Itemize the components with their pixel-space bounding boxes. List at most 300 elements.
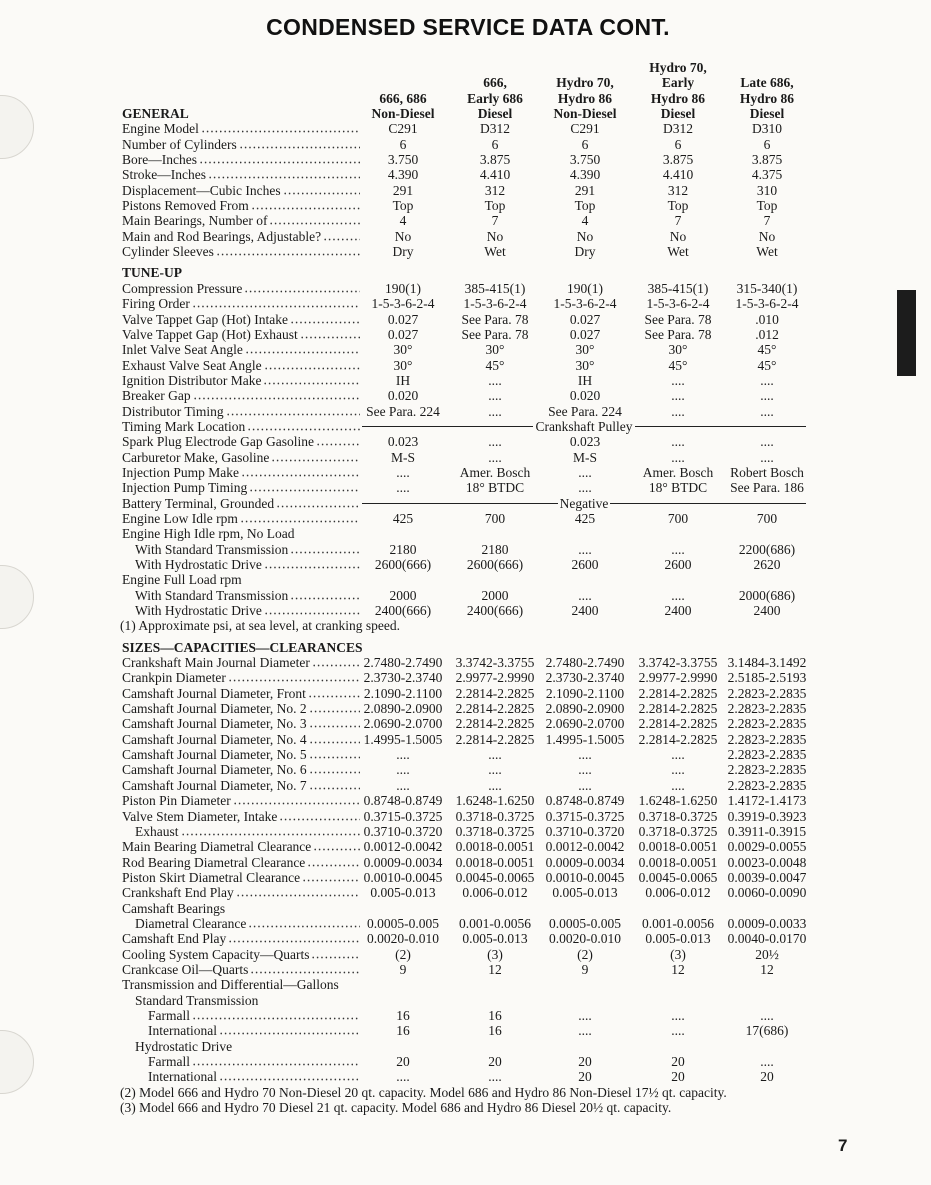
row-label-text: Camshaft Journal Diameter, No. 6 — [122, 762, 307, 778]
value-cell: 425 — [574, 510, 596, 526]
row-label — [122, 901, 360, 916]
dot-leader — [241, 467, 360, 477]
value-cell: 2400(666) — [374, 603, 432, 619]
row-label-text: With Hydrostatic Drive — [135, 603, 262, 619]
row-label — [122, 450, 360, 465]
table-row — [0, 542, 931, 557]
value-cell: 2.2814-2.2825 — [455, 685, 535, 701]
value-cell: 16 — [488, 1023, 502, 1039]
value-cell: No — [394, 228, 412, 244]
row-label — [122, 686, 360, 701]
row-label-text: Crankcase Oil—Quarts — [122, 961, 249, 977]
value-cell: 2.2814-2.2825 — [638, 701, 718, 717]
row-label-text: Standard Transmission — [135, 992, 259, 1008]
row-label — [122, 244, 360, 259]
row-label — [122, 747, 360, 762]
value-cell: Top — [484, 198, 506, 214]
dot-leader — [251, 200, 360, 210]
dot-leader — [249, 482, 360, 492]
column-header-line: Hydro 70, — [649, 60, 707, 75]
column-header-line: Non-Diesel — [553, 106, 617, 122]
table-row — [0, 419, 931, 434]
row-label-text: Piston Pin Diameter — [122, 793, 231, 809]
value-cell: Top — [667, 198, 689, 214]
value-cell: 291 — [392, 182, 414, 198]
value-cell: 18° BTDC — [648, 480, 708, 496]
column-header-line: Diesel — [660, 106, 696, 122]
row-label — [122, 870, 360, 885]
value-cell: .... — [671, 403, 685, 419]
table-row — [0, 388, 931, 403]
value-cell: 2.0690-2.0700 — [363, 716, 443, 732]
row-label-text: Firing Order — [122, 296, 190, 312]
column-header-line: 666, — [483, 75, 507, 91]
value-cell: Robert Bosch — [730, 464, 804, 480]
row-label-text: Cooling System Capacity—Quarts — [122, 946, 310, 962]
value-cell: 2.1090-2.1100 — [363, 685, 443, 701]
value-cell: .... — [578, 747, 592, 763]
value-cell: 45° — [757, 342, 777, 358]
value-cell: 3.750 — [387, 152, 419, 168]
value-cell: 45° — [757, 357, 777, 373]
footnote-row — [0, 1100, 931, 1115]
value-cell: .... — [396, 1069, 410, 1085]
row-label-text: Engine Low Idle rpm — [122, 510, 238, 526]
row-label — [122, 977, 360, 992]
row-label — [122, 993, 360, 1008]
table-row — [0, 229, 931, 244]
value-cell: 2600(666) — [466, 557, 524, 572]
value-cell: 0.0045-0.0065 — [455, 869, 535, 885]
dot-leader — [201, 123, 360, 133]
value-cell: 45° — [485, 357, 505, 373]
value-cell: 0.0018-0.0051 — [638, 839, 718, 855]
row-label-text: Camshaft Journal Diameter, No. 5 — [122, 747, 307, 763]
row-label-text: Pistons Removed From — [122, 198, 249, 214]
section-header-row — [0, 265, 931, 280]
row-label-text: Distributor Timing — [122, 403, 224, 419]
row-label-text: Rod Bearing Diametral Clearance — [122, 854, 306, 870]
value-cell: 20 — [578, 1054, 592, 1069]
row-label — [122, 1039, 360, 1054]
value-cell: .... — [488, 434, 502, 450]
table-row — [0, 152, 931, 167]
column-header-line: Diesel — [749, 106, 785, 122]
dot-leader — [245, 344, 360, 354]
row-label-text: Displacement—Cubic Inches — [122, 182, 281, 198]
table-row — [0, 1008, 931, 1023]
value-cell: 12 — [760, 961, 774, 977]
value-cell: 16 — [396, 1007, 410, 1023]
row-label-text: Compression Pressure — [122, 280, 243, 296]
value-cell: 2400 — [753, 603, 781, 619]
row-label — [122, 404, 360, 419]
value-cell: 2.2814-2.2825 — [638, 685, 718, 701]
value-cell: .... — [671, 587, 685, 603]
value-cell: .... — [671, 1023, 685, 1039]
dot-leader — [216, 246, 360, 256]
dot-leader — [199, 154, 360, 164]
value-cell: Wet — [756, 244, 778, 260]
value-cell: 0.0009-0.0033 — [727, 915, 807, 931]
value-cell: 4.410 — [479, 167, 511, 183]
value-cell: 425 — [392, 510, 414, 526]
row-label-text: Main Bearing Diametral Clearance — [122, 839, 312, 855]
value-cell: 20 — [671, 1054, 685, 1069]
spanning-value-text: Crankshaft Pulley — [535, 418, 633, 434]
value-cell: 3.750 — [569, 152, 601, 168]
row-label-text: Diametral Clearance — [135, 915, 247, 931]
value-cell: .... — [578, 1023, 592, 1039]
row-label — [122, 947, 360, 962]
table-row — [0, 296, 931, 311]
value-cell: 0.0020-0.010 — [367, 931, 439, 947]
row-label — [122, 183, 360, 198]
value-cell: .... — [671, 372, 685, 388]
value-cell: 3.875 — [662, 152, 694, 168]
value-cell: 0.3710-0.3720 — [363, 823, 443, 839]
row-label — [122, 327, 360, 342]
value-cell: D310 — [752, 121, 782, 137]
rule-line — [635, 426, 806, 427]
footnote: (1) Approximate psi, at sea level, at cranking speed. — [120, 618, 401, 634]
dot-leader — [276, 498, 360, 508]
table-row — [0, 465, 931, 480]
value-cell: 30° — [575, 342, 595, 358]
value-cell: 700 — [484, 510, 506, 526]
value-cell: 0.0010-0.0045 — [545, 869, 625, 885]
table-row — [0, 434, 931, 449]
value-cell: .... — [396, 747, 410, 763]
value-cell: 0.3715-0.3725 — [363, 808, 443, 824]
table-row — [0, 1069, 931, 1084]
value-cell: 3.875 — [751, 152, 783, 168]
section-heading: GENERAL — [122, 106, 189, 122]
row-label-text: Crankshaft Main Journal Diameter — [122, 655, 310, 671]
value-cell: 2400 — [571, 603, 599, 619]
row-label — [122, 434, 360, 449]
value-cell: M-S — [572, 449, 597, 465]
value-cell: 2.0690-2.0700 — [545, 716, 625, 732]
row-label — [122, 701, 360, 716]
row-label-text: Main and Rod Bearings, Adjustable? — [122, 228, 322, 244]
value-cell: See Para. 186 — [730, 480, 804, 496]
table-row — [0, 557, 931, 572]
row-label-text: Camshaft Journal Diameter, No. 7 — [122, 777, 307, 793]
row-label — [122, 480, 360, 495]
section-heading: SIZES—CAPACITIES—CLEARANCES — [122, 639, 363, 655]
value-cell: 16 — [488, 1007, 502, 1023]
value-cell: 1-5-3-6-2-4 — [553, 296, 617, 312]
value-cell: 17(686) — [745, 1023, 789, 1039]
row-label — [122, 388, 360, 403]
row-label — [122, 885, 360, 900]
dot-leader — [236, 887, 360, 897]
value-cell: 7 — [674, 213, 682, 229]
value-cell: 4 — [399, 213, 407, 229]
row-label-text: Valve Tappet Gap (Hot) Intake — [122, 311, 288, 327]
table-row — [0, 213, 931, 228]
value-cell: Dry — [574, 244, 596, 260]
value-cell: 291 — [574, 182, 596, 198]
dot-leader — [192, 1056, 360, 1066]
value-cell: 1.6248-1.6250 — [638, 793, 718, 809]
table-row — [0, 655, 931, 670]
value-cell: .... — [578, 762, 592, 778]
value-cell: .... — [760, 1007, 774, 1023]
row-label — [122, 137, 360, 152]
value-cell: 1-5-3-6-2-4 — [735, 296, 799, 312]
value-cell: 0.0039-0.0047 — [727, 869, 807, 885]
value-cell: .... — [671, 388, 685, 404]
value-cell: .... — [488, 747, 502, 763]
value-cell: (2) — [395, 946, 411, 962]
dot-leader — [233, 795, 360, 805]
row-label-text: Bore—Inches — [122, 152, 197, 168]
table-row — [0, 947, 931, 962]
value-cell: 2180 — [481, 541, 509, 557]
value-cell: .... — [671, 541, 685, 557]
value-cell: 0.005-0.013 — [645, 931, 711, 947]
row-label — [122, 152, 360, 167]
row-label — [122, 167, 360, 182]
row-label-text: Exhaust Valve Seat Angle — [122, 357, 262, 373]
value-cell: 0.3718-0.3725 — [455, 823, 535, 839]
value-cell: 7 — [763, 213, 771, 229]
value-cell: 0.027 — [569, 326, 601, 342]
table-row — [0, 137, 931, 152]
value-cell: 0.0023-0.0048 — [727, 854, 807, 870]
value-cell: 0.001-0.0056 — [459, 915, 531, 931]
value-cell: Wet — [484, 244, 506, 260]
value-cell: 2180 — [389, 541, 417, 557]
value-cell: (2) — [577, 946, 593, 962]
value-cell: 0.0012-0.0042 — [545, 839, 625, 855]
value-cell: 2.2823-2.2835 — [727, 685, 807, 701]
row-label — [122, 962, 360, 977]
value-cell: 30° — [485, 342, 505, 358]
value-cell: .... — [488, 777, 502, 793]
value-cell: 2000 — [389, 587, 417, 603]
value-cell: .... — [760, 388, 774, 404]
value-cell: 0.0060-0.0090 — [727, 885, 807, 901]
value-cell: 1.4995-1.5005 — [545, 731, 625, 747]
table-row — [0, 732, 931, 747]
table-row — [0, 885, 931, 900]
row-label-text: Engine High Idle rpm, No Load — [122, 526, 295, 542]
row-label — [122, 213, 360, 228]
value-cell: 2620 — [753, 557, 781, 572]
value-cell: 12 — [671, 961, 685, 977]
row-label-text: Inlet Valve Seat Angle — [122, 342, 243, 358]
value-cell: 2.2814-2.2825 — [455, 701, 535, 717]
value-cell: (3) — [487, 946, 503, 962]
dot-leader — [250, 964, 360, 974]
table-row — [0, 931, 931, 946]
value-cell: 6 — [399, 136, 407, 152]
row-label-text: Valve Tappet Gap (Hot) Exhaust — [122, 326, 298, 342]
column-header-line: Hydro 86 — [650, 90, 706, 106]
table-row — [0, 373, 931, 388]
value-cell: .010 — [755, 311, 779, 327]
value-cell: 1-5-3-6-2-4 — [646, 296, 710, 312]
table-row — [0, 993, 931, 1008]
value-cell: M-S — [390, 449, 415, 465]
value-cell: .... — [578, 464, 592, 480]
value-cell: .... — [396, 762, 410, 778]
table-row — [0, 572, 931, 587]
dot-leader — [228, 672, 360, 682]
footnote-row — [0, 618, 931, 633]
dot-leader — [193, 390, 360, 400]
table-row — [0, 342, 931, 357]
row-label — [122, 572, 360, 587]
value-cell: .012 — [755, 326, 779, 342]
row-label — [122, 296, 360, 311]
row-label-text: Stroke—Inches — [122, 167, 206, 183]
page-number: 7 — [838, 1136, 848, 1155]
column-header-line: Non-Diesel — [371, 106, 435, 122]
value-cell: 1.4995-1.5005 — [363, 731, 443, 747]
row-label — [122, 465, 360, 480]
dot-leader — [219, 1071, 360, 1081]
row-label-text: Engine Full Load rpm — [122, 572, 242, 588]
value-cell: .... — [760, 403, 774, 419]
value-cell: See Para. 224 — [548, 403, 622, 419]
value-cell: Amer. Bosch — [459, 464, 531, 480]
value-cell: 2.2823-2.2835 — [727, 777, 807, 793]
dot-leader — [181, 826, 361, 836]
value-cell: 30° — [575, 357, 595, 373]
value-cell: 20 — [488, 1054, 502, 1069]
row-label-text: Camshaft Journal Diameter, No. 4 — [122, 731, 307, 747]
value-cell: 0.020 — [387, 388, 419, 404]
row-label-text: Piston Skirt Diametral Clearance — [122, 869, 301, 885]
column-header-line: Early 686 — [467, 90, 523, 106]
row-label-text: Camshaft Bearings — [122, 900, 226, 916]
value-cell: 2600 — [571, 557, 599, 572]
value-cell: 2.3730-2.3740 — [363, 670, 443, 686]
row-label-text: Crankshaft End Play — [122, 885, 234, 901]
value-cell: IH — [577, 372, 593, 388]
value-cell: 30° — [668, 342, 688, 358]
value-cell: 0.3718-0.3725 — [638, 823, 718, 839]
value-cell: .... — [488, 1069, 502, 1085]
service-data-table — [0, 60, 931, 1115]
spanning-value-text: Negative — [559, 495, 609, 511]
table-row — [0, 404, 931, 419]
dot-leader — [192, 1010, 360, 1020]
table-row — [0, 327, 931, 342]
value-cell: 0.006-0.012 — [645, 885, 711, 901]
value-cell: 2000(686) — [738, 587, 796, 603]
value-cell: 0.0018-0.0051 — [455, 854, 535, 870]
value-cell: 9 — [399, 961, 407, 977]
row-label-text: Farmall — [148, 1007, 190, 1023]
value-cell: 7 — [491, 213, 499, 229]
table-row — [0, 526, 931, 541]
value-cell: 2.2814-2.2825 — [455, 731, 535, 747]
row-label — [122, 342, 360, 357]
value-cell: 0.0018-0.0051 — [455, 839, 535, 855]
table-row — [0, 824, 931, 839]
dot-leader — [219, 1025, 360, 1035]
value-cell: .... — [671, 747, 685, 763]
value-cell: 16 — [396, 1023, 410, 1039]
row-label-text: With Standard Transmission — [135, 587, 289, 603]
value-cell: 2.0890-2.0900 — [545, 701, 625, 717]
table-row — [0, 977, 931, 992]
value-cell: 2200(686) — [738, 541, 796, 557]
value-cell: Wet — [667, 244, 689, 260]
row-label — [122, 312, 360, 327]
row-label — [122, 1023, 360, 1038]
value-cell: 0.027 — [569, 311, 601, 327]
value-cell: 4.390 — [569, 167, 601, 183]
value-cell: 3.3742-3.3755 — [638, 655, 718, 671]
table-row — [0, 198, 931, 213]
table-row — [0, 809, 931, 824]
value-cell: .... — [671, 762, 685, 778]
value-cell: .... — [760, 1054, 774, 1069]
value-cell: 18° BTDC — [465, 480, 525, 496]
column-header-row — [0, 60, 931, 75]
rule-line — [610, 503, 806, 504]
value-cell: See Para. 78 — [461, 326, 529, 342]
value-cell: 0.3718-0.3725 — [638, 808, 718, 824]
value-cell: 0.0009-0.0034 — [545, 854, 625, 870]
value-cell: Amer. Bosch — [642, 464, 714, 480]
value-cell: C291 — [388, 121, 418, 137]
page-title: CONDENSED SERVICE DATA CONT. — [266, 14, 670, 40]
value-cell: .... — [671, 434, 685, 450]
value-cell: 2.2814-2.2825 — [455, 716, 535, 732]
table-row — [0, 793, 931, 808]
table-row — [0, 450, 931, 465]
value-cell: See Para. 224 — [366, 403, 440, 419]
value-cell: .... — [578, 1007, 592, 1023]
column-header-line: 666, 686 — [379, 90, 427, 106]
row-label — [122, 655, 360, 670]
value-cell: 30° — [393, 357, 413, 373]
row-label — [122, 778, 360, 793]
value-cell: .... — [760, 372, 774, 388]
value-cell: 0.8748-0.8749 — [363, 793, 443, 809]
value-cell: 2600 — [664, 557, 692, 572]
value-cell: 0.0020-0.010 — [549, 931, 621, 947]
value-cell: 0.020 — [569, 388, 601, 404]
row-label-text: Crankpin Diameter — [122, 670, 226, 686]
value-cell: .... — [578, 777, 592, 793]
row-label — [122, 496, 360, 511]
row-label — [122, 670, 360, 685]
column-header-line: Hydro 86 — [739, 90, 795, 106]
value-cell: 0.023 — [387, 434, 419, 450]
table-row — [0, 778, 931, 793]
row-label-text: Hydrostatic Drive — [135, 1038, 233, 1054]
row-label — [122, 809, 360, 824]
value-cell: 0.3710-0.3720 — [545, 823, 625, 839]
footnote-row — [0, 1085, 931, 1100]
value-cell: 12 — [488, 961, 502, 977]
row-label — [122, 762, 360, 777]
value-cell: 312 — [484, 182, 506, 198]
row-label-text: With Standard Transmission — [135, 541, 289, 557]
value-cell: 0.0045-0.0065 — [638, 869, 718, 885]
value-cell: .... — [488, 388, 502, 404]
value-cell: 2.2823-2.2835 — [727, 747, 807, 763]
row-label — [122, 588, 360, 603]
